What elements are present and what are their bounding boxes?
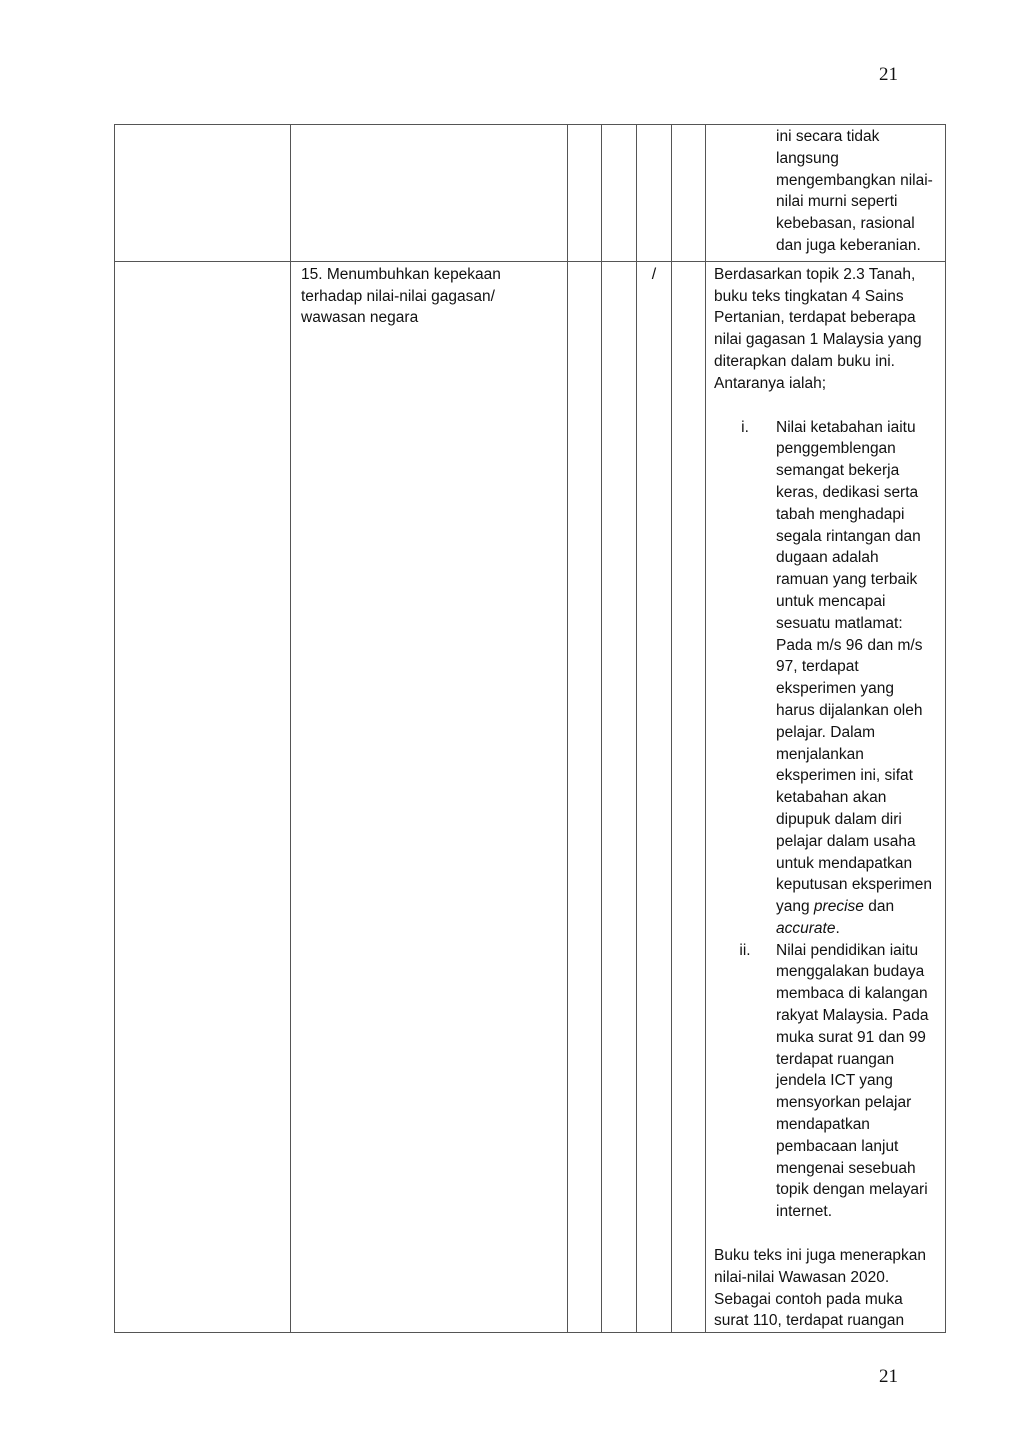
item-line: terhadap nilai-nilai gagasan/ [301,287,495,305]
page-number-bottom: 21 [879,1366,898,1387]
list-line: terdapat ruangan [776,1050,895,1068]
list-line: rakyat Malaysia. Pada [776,1007,929,1025]
list-line: Nilai pendidikan iaitu [776,941,919,959]
list-line [776,918,937,940]
list-line: menggalakan budaya [776,963,925,981]
mark-cell-4 [672,125,706,262]
list-line: mengenai sesebuah [776,1159,916,1177]
closing-line: surat 110, terdapat ruangan [714,1312,905,1330]
list-line: sesuatu matlamat: [776,614,903,632]
mark-cell-2 [602,125,637,262]
item-line: wawasan negara [301,309,419,327]
list-line: segala rintangan dan [776,527,921,545]
spacer [714,1223,937,1245]
item-cell [291,125,568,262]
comment-line: dan juga keberanian. [776,236,921,254]
list-item-text [776,417,937,940]
list-line: membaca di kalangan [776,985,928,1003]
comment-line: kebebasan, rasional [776,215,915,233]
closing-paragraph [714,1245,937,1332]
list-line: untuk mencapai [776,592,886,610]
mark-cell-3 [637,125,672,262]
text-run: dan [863,898,895,916]
list-line: internet. [776,1203,833,1221]
intro-line: buku teks tingkatan 4 Sains [714,287,904,305]
list-line: jendela ICT yang [776,1072,893,1090]
comment-line: nilai murni seperti [776,193,898,211]
list-line: semangat bekerja [776,462,900,480]
list-line: mensyorkan pelajar [776,1094,912,1112]
comment-cell-continued [706,125,946,262]
mark-cell-4 [672,261,706,1332]
list-line: ramuan yang terbaik [776,571,918,589]
mark-cell-1 [568,261,602,1332]
comment-line: mengembangkan nilai- [776,171,933,189]
list-line: muka surat 91 dan 99 [776,1028,926,1046]
intro-line: Antaranya ialah; [714,374,827,392]
comment-cell-15 [706,261,946,1332]
list-line: pelajar. Dalam [776,723,876,741]
list-line [776,896,937,918]
item-line: 15. Menumbuhkan kepekaan [301,265,501,283]
list-line: menjalankan [776,745,864,763]
list-line: Nilai ketabahan iaitu [776,418,916,436]
list-line: mendapatkan [776,1116,870,1134]
closing-line: nilai-nilai Wawasan 2020. [714,1268,890,1286]
list-item [714,417,937,940]
list-line: Pada m/s 96 dan m/s [776,636,923,654]
list-line: tabah menghadapi [776,505,905,523]
table-row-continued [115,125,946,262]
mark-cell-1 [568,125,602,262]
text-run: yang [776,898,814,916]
spacer [714,395,937,417]
list-item-text [776,940,937,1223]
page-number-top: 21 [879,64,898,85]
list-line: untuk mendapatkan [776,854,913,872]
intro-line: Berdasarkan topik 2.3 Tanah, [714,265,916,283]
list-line: topik dengan melayari [776,1181,928,1199]
intro-line: diterapkan dalam buku ini. [714,352,895,370]
list-number: i. [741,418,749,436]
closing-line: Sebagai contoh pada muka [714,1290,903,1308]
list-line: 97, terdapat [776,658,859,676]
list-line: pelajar dalam usaha [776,832,916,850]
list-line: eksperimen ini, sifat [776,767,913,785]
italic-term: accurate [776,919,836,937]
evaluation-table [114,124,946,1333]
mark-cell-2 [602,261,637,1332]
table-row-item-15 [115,261,946,1332]
mark-cell-3 [637,261,672,1332]
check-mark: / [651,265,657,283]
list-line: dugaan adalah [776,549,879,567]
list-line: keputusan eksperimen [776,876,932,894]
intro-line: nilai gagasan 1 Malaysia yang [714,331,922,349]
values-list [714,417,937,1223]
list-number: ii. [739,941,751,959]
list-item [714,940,937,1223]
text-run: . [835,919,840,937]
intro-paragraph [714,264,937,395]
list-line: ketabahan akan [776,789,887,807]
aspect-cell [115,261,291,1332]
list-line: dipupuk dalam diri [776,810,902,828]
comment-line: ini secara tidak [776,128,880,145]
closing-line: Buku teks ini juga menerapkan [714,1247,926,1265]
aspect-cell [115,125,291,262]
list-line: pembacaan lanjut [776,1137,899,1155]
item-cell-15 [291,261,568,1332]
list-line: penggemblengan [776,440,896,458]
list-line: keras, dedikasi serta [776,483,919,501]
comment-line: langsung [776,149,839,167]
italic-term: precise [813,898,864,916]
item-15-label [301,264,559,329]
list-line: harus dijalankan oleh [776,701,923,719]
intro-line: Pertanian, terdapat beberapa [714,309,916,327]
list-line: eksperimen yang [776,680,895,698]
